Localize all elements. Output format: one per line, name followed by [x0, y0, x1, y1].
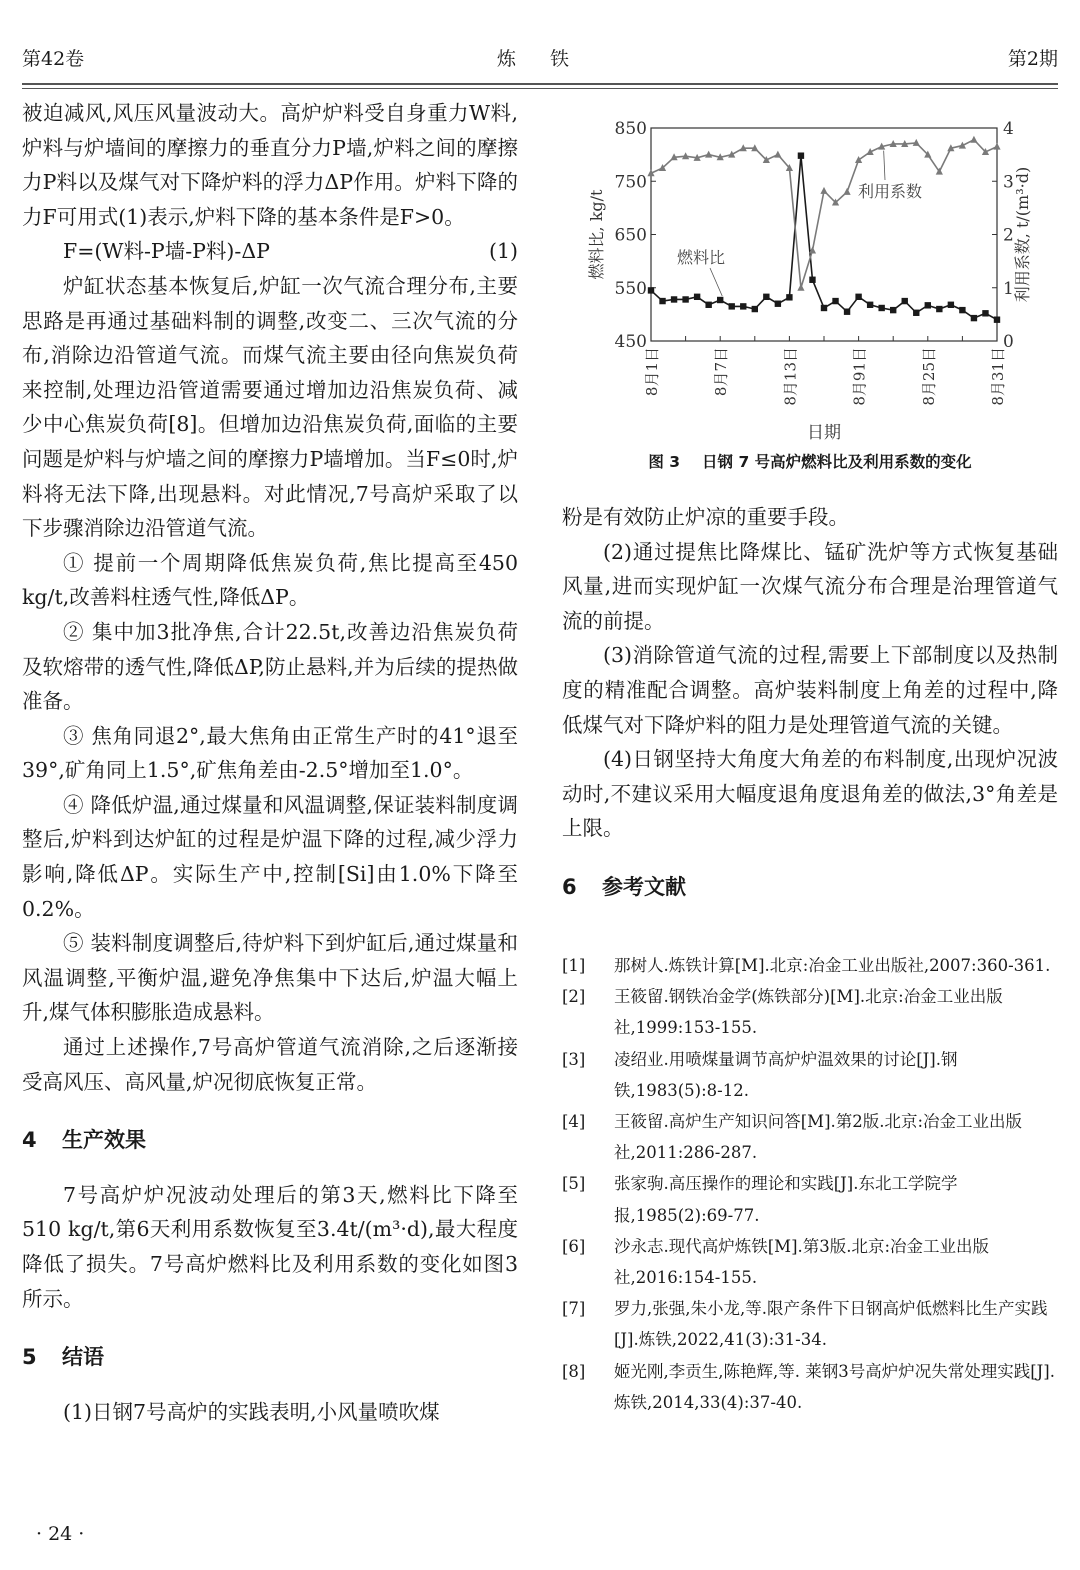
reference-item — [562, 1231, 1058, 1293]
reference-number: [3] — [562, 1049, 586, 1069]
y2-tick-label: 0 — [1003, 332, 1014, 352]
square-marker-icon — [775, 301, 781, 307]
x-tick-label: 8月25日 — [919, 347, 938, 406]
square-marker-icon — [821, 305, 827, 311]
equation-1 — [22, 234, 518, 269]
annotation-utilization: 利用系数 — [858, 182, 923, 201]
reference-number: [6] — [562, 1236, 586, 1256]
annotation-leader — [710, 268, 722, 296]
square-marker-icon — [855, 294, 861, 300]
square-marker-icon — [936, 306, 942, 312]
x-tick-label: 8月31日 — [989, 347, 1007, 406]
section-title: 结语 — [62, 1345, 104, 1370]
square-marker-icon — [648, 287, 654, 293]
conclusion-item: (2)通过提焦比降煤比、锰矿洗炉等方式恢复基础风量,进而实现炉缸一次煤气流分布合理是治理管道气流的前提。 — [562, 539, 1058, 633]
square-marker-icon — [902, 298, 908, 304]
series-line — [651, 156, 997, 320]
square-marker-icon — [717, 297, 723, 303]
triangle-marker-icon — [705, 151, 712, 158]
paragraph: 通过上述操作,7号高炉管道气流消除,之后逐渐接受高风压、高风量,炉况彻底恢复正常。 — [22, 1035, 518, 1094]
square-marker-icon — [913, 310, 919, 316]
reference-item — [562, 981, 1058, 1043]
square-marker-icon — [844, 309, 850, 315]
reference-item — [562, 1106, 1058, 1168]
reference-text: 那树人.炼铁计算[M].北京:冶金工业出版社,2007:360-361. — [614, 956, 1051, 975]
square-marker-icon — [890, 307, 896, 313]
y-axis-title: 燃料比, kg/t — [587, 189, 606, 280]
left-column — [22, 96, 518, 1429]
header-rule-thick — [22, 83, 1058, 85]
reference-list — [562, 950, 1058, 1418]
paragraph: 炉缸状态基本恢复后,炉缸一次气流合理分布,主要思路是再通过基础料制的调整,改变二、三次气流的分布,消除边沿管道气流。而煤气流主要由径向焦炭负荷来控制,处理边沿管道需要通过增加边沿焦炭负荷、减少中心焦炭负荷[8]。但增加边沿焦炭负荷,面临的主要问题是炉料与炉墙之间的摩擦力P墙增加。当F≤0时,炉料将无法下降,出现悬料。对此情况,7号高炉采取了以下步骤消除边沿管道气流。 — [22, 273, 518, 541]
step-item: ① 提前一个周期降低焦炭负荷,焦比提高至450 kg/t,改善料柱透气性,降低ΔP。 — [22, 550, 518, 610]
square-marker-icon — [729, 303, 735, 309]
square-marker-icon — [671, 296, 677, 302]
line-chart — [580, 108, 1040, 448]
reference-number: [5] — [562, 1174, 586, 1194]
triangle-marker-icon — [797, 284, 804, 291]
square-marker-icon — [682, 296, 688, 302]
square-marker-icon — [798, 152, 804, 158]
step-item: ④ 降低炉温,通过煤量和风温调整,保证装料制度调整后,炉料到达炉缸的过程是炉温下降的过程,减少浮力影响,降低ΔP。实际生产中,控制[Si]由1.0%下降至0.2%。 — [22, 792, 518, 921]
section-title: 参考文献 — [602, 874, 686, 899]
figure-3-chart — [580, 108, 1040, 488]
section-heading-5 — [22, 1340, 518, 1375]
square-marker-icon — [832, 298, 838, 304]
reference-item — [562, 1168, 1058, 1230]
step-item: ② 集中加3批净焦,合计22.5t,改善边沿焦炭负荷及软熔带的透气性,降低ΔP,防止悬料,并为后续的提热做准备。 — [22, 619, 518, 714]
reference-text: 凌绍业.用喷煤量调节高炉炉温效果的讨论[J].钢铁,1983(5):8-12. — [614, 1049, 958, 1100]
annotation-leader — [884, 151, 885, 180]
equation-formula: F=(W料-P墙-P料)-ΔP — [63, 239, 270, 264]
square-marker-icon — [959, 307, 965, 313]
x-tick-label: 8月1日 — [643, 347, 661, 397]
y2-tick-label: 2 — [1003, 225, 1014, 246]
y2-axis-title: 利用系数, t/(m³·d) — [1013, 166, 1032, 303]
step-item: ③ 焦角同退2°,最大焦角由正常生产时的41°退至39°,矿角同上1.5°,矿焦角差由-2.5°增加至1.0°。 — [22, 723, 518, 783]
square-marker-icon — [925, 302, 931, 308]
triangle-marker-icon — [855, 156, 862, 163]
square-marker-icon — [659, 298, 665, 304]
square-marker-icon — [948, 302, 954, 308]
page-number: · 24 · — [36, 1523, 85, 1545]
square-marker-icon — [867, 302, 873, 308]
issue-label: 第2期 — [1007, 48, 1058, 70]
y2-tick-label: 1 — [1003, 278, 1014, 299]
conclusion-item: (3)消除管道气流的过程,需要上下部制度以及热制度的精准配合调整。高炉装料制度上角差的过程中,降低煤气对下降炉料的阻力是处理管道气流的关键。 — [562, 643, 1058, 737]
section-heading-4 — [22, 1123, 518, 1158]
figure-caption — [562, 450, 1058, 472]
x-tick-label: 8月7日 — [712, 347, 731, 397]
y-tick-label: 450 — [614, 332, 647, 352]
reference-text: 罗力,张强,朱小龙,等.限产条件下日钢高炉低燃料比生产实践[J].炼铁,2022,41(3):31-34. — [614, 1299, 1048, 1350]
journal-name: 炼 铁 — [496, 48, 584, 70]
reference-text: 姬光刚,李贡生,陈艳辉,等. 莱钢3号高炉炉况失常处理实践[J].炼铁,2014,33(4):37-40. — [614, 1361, 1055, 1412]
reference-text: 张家驹.高压操作的理论和实践[J].东北工学院学报,1985(2):69-77. — [614, 1174, 958, 1225]
y2-tick-label: 3 — [1003, 172, 1014, 193]
square-marker-icon — [694, 294, 700, 300]
reference-number: [4] — [562, 1112, 586, 1132]
square-marker-icon — [740, 303, 746, 309]
y-tick-label: 550 — [614, 278, 647, 299]
paragraph: 7号高炉炉况波动处理后的第3天,燃料比下降至510 kg/t,第6天利用系数恢复至3.4t/(m³·d),最大程度降低了损失。7号高炉燃料比及利用系数的变化如图3所示。 — [22, 1182, 518, 1311]
annotation-fuel-ratio: 燃料比 — [677, 248, 726, 267]
running-header — [22, 40, 1058, 80]
equation-number: (1) — [488, 239, 518, 264]
header-rule-thin — [22, 88, 1058, 89]
square-marker-icon — [994, 317, 1000, 323]
triangle-marker-icon — [993, 143, 1000, 150]
conclusion-item: (4)日钢坚持大角度大角差的布料制度,出现炉况波动时,不建议采用大幅度退角度退角差的做法,3°角差是上限。 — [562, 747, 1058, 841]
volume-label: 第42卷 — [22, 48, 85, 70]
x-tick-label: 8月91日 — [850, 347, 869, 406]
reference-number: [7] — [562, 1299, 586, 1319]
square-marker-icon — [763, 294, 769, 300]
y-tick-label: 650 — [614, 225, 647, 246]
triangle-marker-icon — [970, 136, 977, 143]
triangle-marker-icon — [820, 187, 827, 194]
square-marker-icon — [971, 315, 977, 321]
square-marker-icon — [809, 277, 815, 283]
reference-item — [562, 1044, 1058, 1106]
reference-text: 沙永志.现代高炉炼铁[M].第3版.北京:冶金工业出版社,2016:154-155. — [614, 1236, 990, 1288]
reference-number: [1] — [562, 956, 586, 975]
section-heading-6 — [562, 870, 1058, 905]
reference-item — [562, 950, 1058, 981]
square-marker-icon — [878, 305, 884, 311]
y-tick-label: 850 — [614, 119, 647, 139]
square-marker-icon — [752, 306, 758, 312]
square-marker-icon — [982, 310, 988, 316]
x-axis-title: 日期 — [807, 423, 841, 443]
y2-tick-label: 4 — [1003, 119, 1014, 139]
paragraph: 粉是有效防止炉凉的重要手段。 — [562, 505, 849, 529]
triangle-marker-icon — [774, 151, 781, 158]
square-marker-icon — [786, 294, 792, 300]
figure-title: 日钢 7 号高炉燃料比及利用系数的变化 — [702, 453, 972, 471]
reference-text: 王筱留.高炉生产知识问答[M].第2版.北京:冶金工业出版社,2011:286-287. — [614, 1112, 1023, 1163]
x-tick-label: 8月13日 — [781, 347, 800, 406]
reference-item — [562, 1293, 1058, 1355]
square-marker-icon — [705, 302, 711, 308]
section-number: 5 — [22, 1345, 37, 1370]
reference-number: [8] — [562, 1361, 586, 1381]
reference-text: 王筱留.钢铁冶金学(炼铁部分)[M].北京:冶金工业出版社,1999:153-155. — [614, 987, 1003, 1038]
reference-number: [2] — [562, 987, 586, 1007]
step-item: ⑤ 装料制度调整后,待炉料下到炉缸后,通过煤量和风温调整,平衡炉温,避免净焦集中下达后,炉温大幅上升,煤气体积膨胀造成悬料。 — [22, 931, 518, 1025]
y-tick-label: 750 — [614, 172, 647, 193]
right-column — [562, 500, 1058, 925]
section-title: 生产效果 — [62, 1128, 146, 1153]
section-number: 6 — [562, 874, 577, 899]
paragraph: 被迫减风,风压风量波动大。高炉炉料受自身重力W料,炉料与炉墙间的摩擦力的垂直分力P墙,炉料之间的摩擦力P料以及煤气对下降炉料的浮力ΔP作用。炉料下降的力F可用式(1)表示,炉料下降的基本条件是F>0。 — [22, 101, 518, 229]
section-number: 4 — [22, 1128, 37, 1153]
triangle-marker-icon — [843, 188, 850, 195]
figure-label: 图 3 — [648, 453, 681, 471]
reference-item — [562, 1356, 1058, 1418]
conclusion-item: (1)日钢7号高炉的实践表明,小风量喷吹煤 — [63, 1399, 440, 1424]
